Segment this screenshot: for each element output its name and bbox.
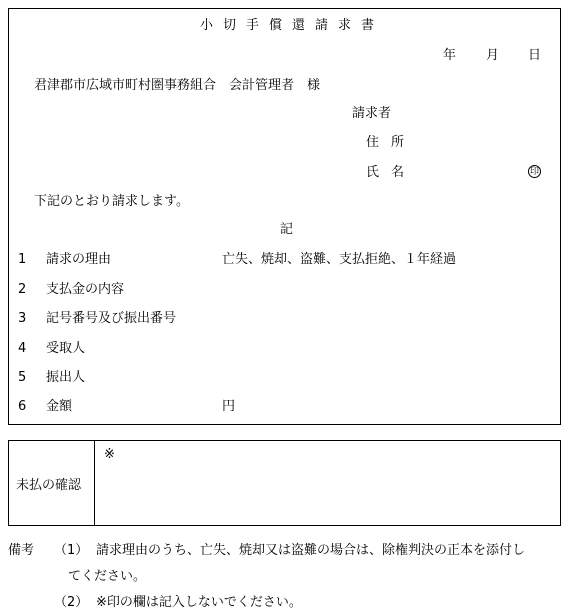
requester-heading: 請求者 [352,106,392,121]
seal-mark: 印 [529,167,539,177]
date-month-label: 月 [486,48,500,63]
intro-text: 下記のとおり請求します。 [34,194,189,209]
unpaid-label: 未払の確認 [16,478,82,493]
note-number: （2） [54,595,89,610]
date-day-label: 日 [528,48,542,63]
addressee: 君津郡市広域市町村圏事務組合 会計管理者 様 [34,78,321,93]
request-form-box [8,8,561,425]
item-value: 円 [222,399,236,414]
note-text-continued: てください。 [68,569,147,584]
item-label: 支払金の内容 [46,282,125,297]
address-label: 住所 [366,135,417,150]
note-text: 請求理由のうち、亡失、焼却又は盗難の場合は、除権判決の正本を添付し [96,543,526,558]
note-text: ※印の欄は記入しないでください。 [96,595,302,610]
item-number: 2 [18,282,27,297]
office-use-mark: ※ [104,447,115,462]
item-label: 振出人 [46,370,86,385]
item-number: 1 [18,252,27,267]
item-number: 3 [18,311,27,326]
unpaid-confirmation-box [8,440,561,526]
notes-heading: 備考 [8,543,35,558]
unpaid-divider [94,440,95,526]
page-title: 小切手償還請求書 [199,18,384,33]
date-year-label: 年 [443,48,457,63]
ki-heading: 記 [280,222,294,237]
item-label: 金額 [46,399,73,414]
item-label: 請求の理由 [46,252,112,267]
note-number: （1） [54,543,89,558]
item-label: 記号番号及び振出番号 [46,311,177,326]
item-value: 亡失、焼却、盗難、支払拒絶、１年経過 [222,252,457,267]
item-label: 受取人 [46,341,86,356]
name-label: 氏名 [366,165,417,180]
item-number: 6 [18,399,27,414]
item-number: 5 [18,370,27,385]
item-number: 4 [18,341,27,356]
